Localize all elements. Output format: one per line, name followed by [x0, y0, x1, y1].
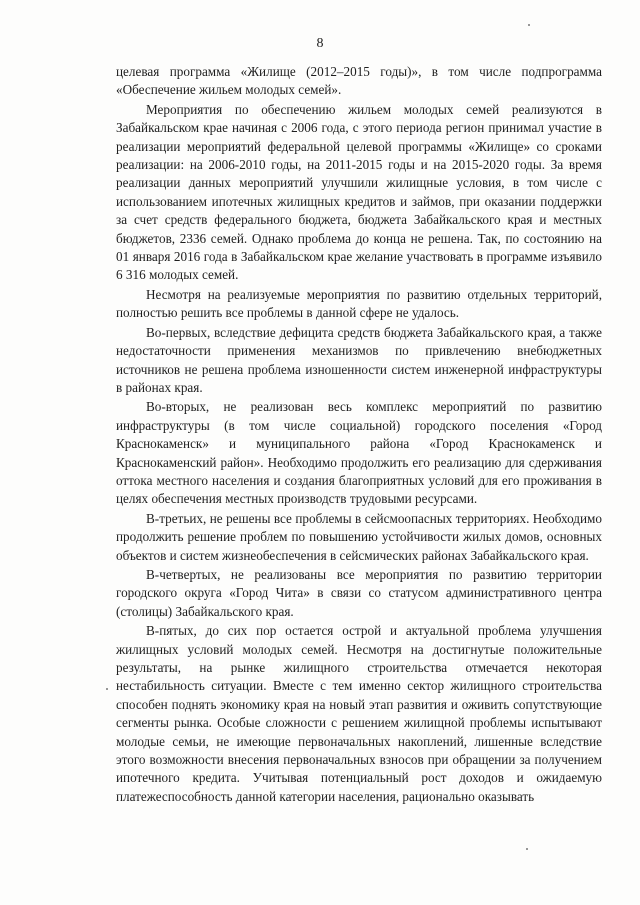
paragraph-fourth: В-четвертых, не реализованы все мероприятия по развитию территории городского округа «Город Чита» в связи со статусом административного центра (столицы) Забайкальского края. [116, 566, 602, 619]
scan-speck [106, 688, 108, 690]
paragraph-young-families-measures: Мероприятия по обеспечению жильем молодых семей реализуются в Забайкальском крае начиная с 2006 года, с этого периода регион принимал участие в реализации мероприятий федеральной целевой программы «Жилище» со сроками реализации: на 2006-2010 годы, на 2011-2015 годы и на 2015-2020 годы. За время реализации данных мероприятий улучшили жилищные условия, в том числе с использованием ипотечных жилищных кредитов и займов, при оказании поддержки за счет средств федерального бюджета, бюджета Забайкальского края и местных бюджетов, 2336 семей. Однако проблема до конца не решена. Так, по состоянию на 01 января 2016 года в Забайкальском крае желание участвовать в программе изъявило 6 316 молодых семей. [116, 101, 602, 283]
paragraph-first: Во-первых, вследствие дефицита средств бюджета Забайкальского края, а также недостаточности применения механизмов по привлечению внебюджетных источников не решена проблема изношенности систем инженерной инфраструктуры в районах края. [116, 324, 602, 395]
document-body [116, 63, 602, 806]
page-number: 8 [316, 36, 324, 51]
paragraph-third: В-третьих, не решены все проблемы в сейсмоопасных территориях. Необходимо продолжить решение проблем по повышению устойчивости жилых домов, основных объектов и систем жизнеобеспечения в сейсмических районах Забайкальского края. [116, 510, 602, 563]
paragraph-continuation: целевая программа «Жилище (2012–2015 годы)», в том числе подпрограмма «Обеспечение жильем молодых семей». [116, 64, 602, 98]
paragraph-unresolved-problems: Несмотря на реализуемые мероприятия по развитию отдельных территорий, полностью решить все проблемы в данной сфере не удалось. [116, 286, 602, 321]
scan-speck [526, 848, 528, 850]
paragraph-fifth: В-пятых, до сих пор остается острой и актуальной проблема улучшения жилищных условий молодых семей. Несмотря на достигнутые положительные результаты, на рынке жилищного строительства отмечается некоторая нестабильность ситуации. Вместе с тем именно сектор жилищного строительства способен поднять экономику края на новый этап развития и оживить сопутствующие сегменты рынка. Особые сложности с решением жилищной проблемы испытывают молодые семьи, не имеющие первоначальных накоплений, лишенные вследствие этого возможности внесения первоначальных взносов при обращении за получением ипотечного кредита. Учитывая потенциальный рост доходов и ожидаемую платежеспособность данной категории населения, рационально оказывать [116, 623, 602, 804]
scan-speck [528, 24, 530, 26]
paragraph-second: Во-вторых, не реализован весь комплекс мероприятий по развитию инфраструктуры (в том числе социальной) городского поселения «Город Краснокаменск» и муниципального района «Город Краснокаменск и Краснокаменский район». Необходимо продолжить его реализацию для сдерживания оттока местного населения и создания благоприятных условий для его проживания в целях обеспечения местных производств трудовыми ресурсами. [116, 399, 602, 507]
